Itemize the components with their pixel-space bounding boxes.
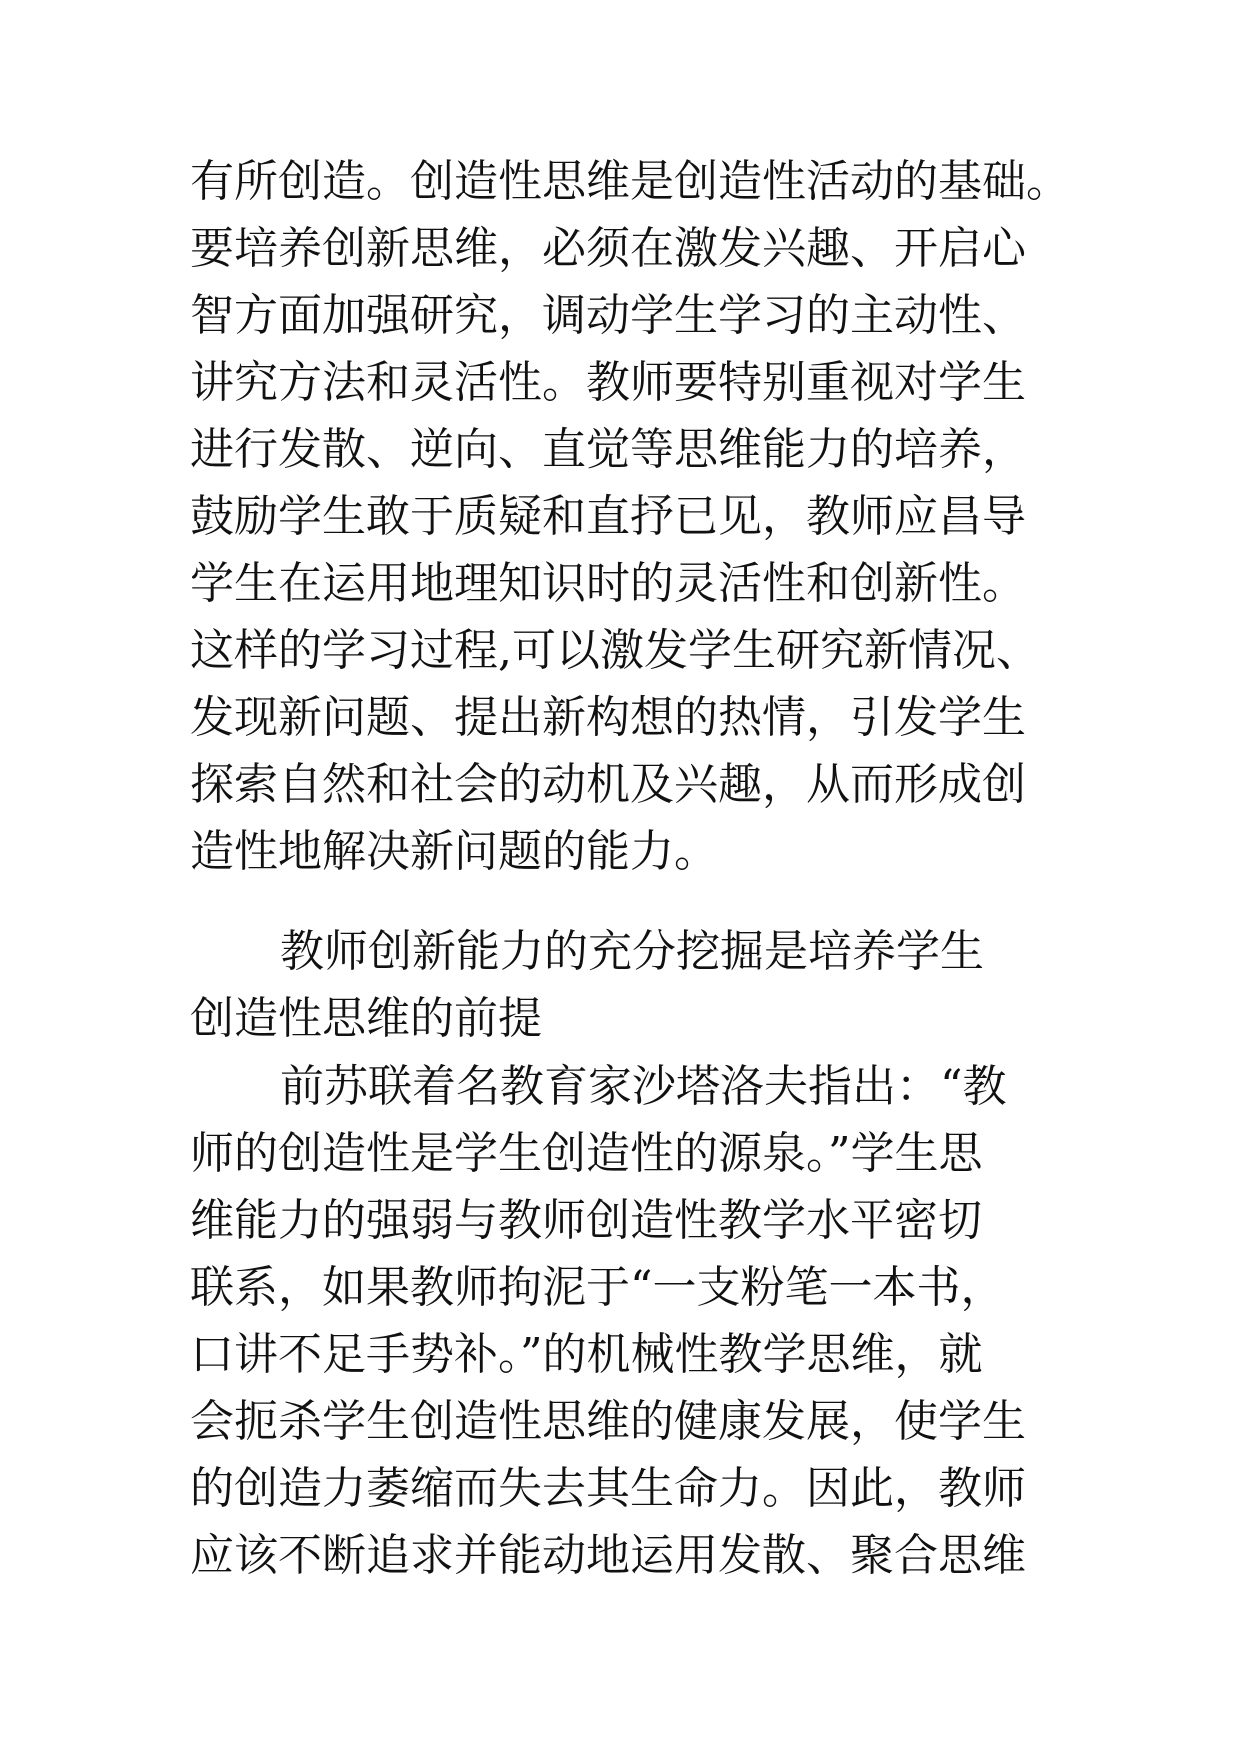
section-heading — [190, 918, 1090, 1052]
text-line: 应该不断追求并能动地运用发散、聚合思维 — [190, 1530, 1026, 1581]
text-line: 师的创造性是学生创造性的源泉。”学生思 — [190, 1128, 983, 1179]
text-line: 维能力的强弱与教师创造性教学水平密切 — [190, 1195, 982, 1246]
text-line: 这样的学习过程,可以激发学生研究新情况、 — [190, 625, 1040, 676]
text-line: 讲究方法和灵活性。教师要特别重视对学生 — [190, 357, 1026, 408]
text-line: 会扼杀学生创造性思维的健康发展，使学生 — [190, 1396, 1026, 1447]
text-line: 探索自然和社会的动机及兴趣，从而形成创 — [190, 759, 1026, 810]
text-line: 造性地解决新问题的能力。 — [190, 826, 718, 877]
text-line: 前苏联着名教育家沙塔洛夫指出：“教 — [280, 1061, 1007, 1112]
text-line: 鼓励学生敢于质疑和直抒已见，教师应昌导 — [190, 491, 1026, 542]
body-paragraph-creative-thinking — [190, 148, 1090, 885]
text-line: 学生在运用地理知识时的灵活性和创新性。 — [190, 558, 1026, 609]
heading-line: 教师创新能力的充分挖掘是培养学生 — [280, 926, 984, 977]
text-line: 要培养创新思维，必须在激发兴趣、开启心 — [190, 223, 1026, 274]
text-line: 进行发散、逆向、直觉等思维能力的培养， — [190, 424, 1026, 475]
text-line: 口讲不足手势补。”的机械性教学思维，就 — [190, 1329, 983, 1380]
text-line: 联系，如果教师拘泥于“一支粉笔一本书， — [190, 1262, 1005, 1313]
heading-line: 创造性思维的前提 — [190, 993, 542, 1044]
text-line: 智方面加强研究，调动学生学习的主动性、 — [190, 290, 1026, 341]
body-paragraph-teacher-creativity — [190, 1053, 1090, 1589]
text-line: 发现新问题、提出新构想的热情，引发学生 — [190, 692, 1026, 743]
text-line: 的创造力萎缩而失去其生命力。因此，教师 — [190, 1463, 1026, 1514]
text-line: 有所创造。创造性思维是创造性活动的基础。 — [190, 156, 1070, 207]
